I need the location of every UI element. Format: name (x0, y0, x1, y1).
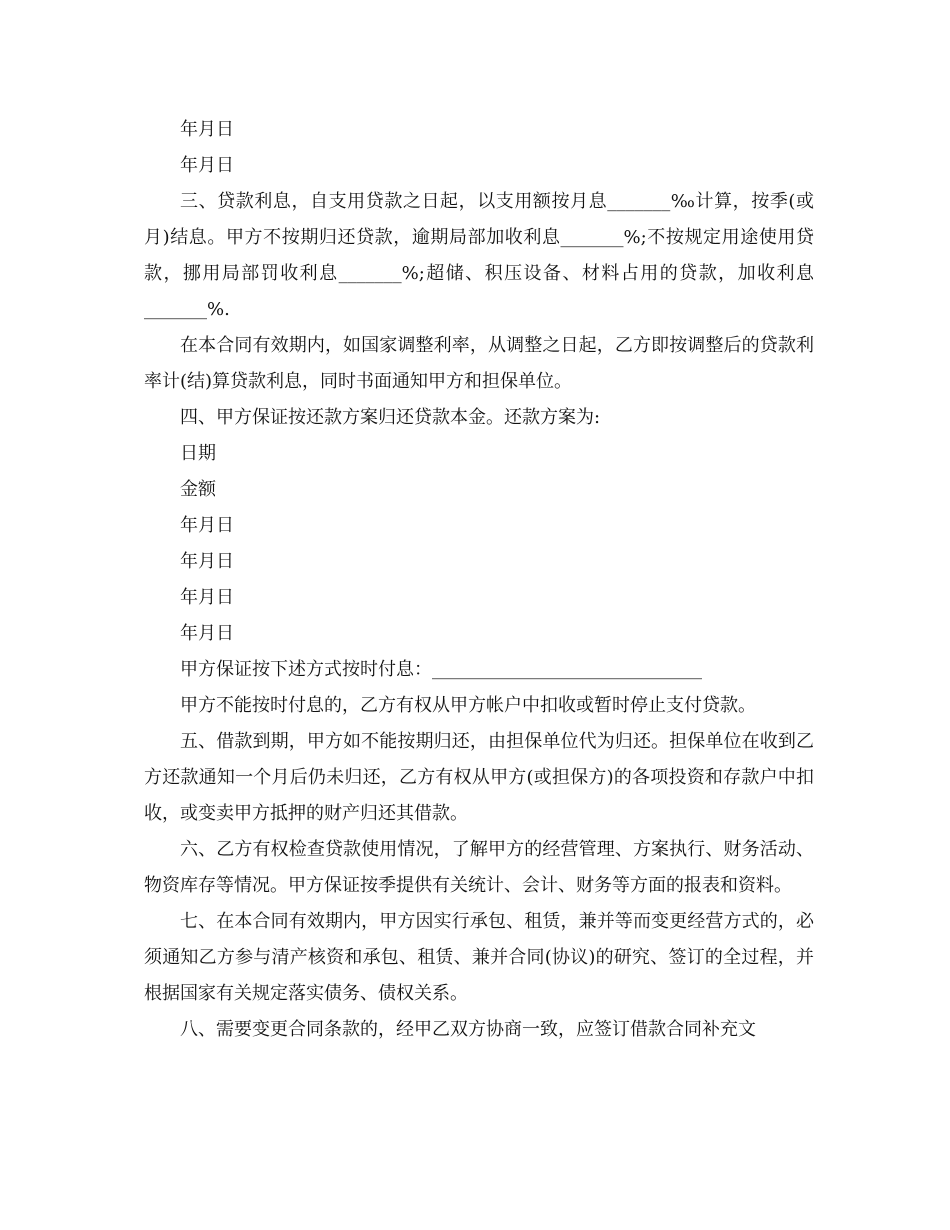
late-interest-paragraph: 甲方不能按时付息的，乙方有权从甲方帐户中扣收或暂时停止支付贷款。 (180, 695, 756, 716)
date-line: 年月日 (180, 623, 234, 644)
date-line: 年月日 (180, 515, 234, 536)
contract-body (144, 112, 814, 1048)
repayment-date-label: 日期 (180, 443, 216, 464)
date-line: 年月日 (180, 119, 234, 140)
clause-7-business-change: 七、在本合同有效期内，甲方因实行承包、租赁，兼并等而变更经营方式的，必须通知乙方参与清产核资和承包、租赁、兼并合同(协议)的研究、签订的全过程，并根据国家有关规定落实债务、债权关系。 (144, 911, 814, 1004)
date-line: 年月日 (180, 551, 234, 572)
clause-4-repayment: 四、甲方保证按还款方案归还贷款本金。还款方案为: (180, 407, 601, 428)
clause-8-amendment: 八、需要变更合同条款的，经甲乙双方协商一致，应签订借款合同补充文 (180, 1019, 756, 1040)
date-line: 年月日 (180, 155, 234, 176)
clause-6-inspection: 六、乙方有权检查贷款使用情况，了解甲方的经营管理、方案执行、财务活动、物资库存等情况。甲方保证按季提供有关统计、会计、财务等方面的报表和资料。 (144, 839, 814, 896)
repayment-amount-label: 金额 (180, 479, 216, 500)
clause-5-maturity: 五、借款到期，甲方如不能按期归还，由担保单位代为归还。担保单位在收到乙方还款通知一个月后仍未归还，乙方有权从甲方(或担保方)的各项投资和存款户中扣收，或变卖甲方抵押的财产归还其借款。 (144, 731, 814, 824)
interest-payment-method: 甲方保证按下述方式按时付息：______________________________ (180, 659, 702, 680)
date-line: 年月日 (180, 587, 234, 608)
clause-3-interest: 三、贷款利息，自支用贷款之日起，以支用额按月息_______‰计算，按季(或月)结息。甲方不按期归还贷款，逾期局部加收利息_______%;不按规定用途使用贷款，挪用局部罚收利息_______%;超储、积压设备、材料占用的贷款，加收利息_______%. (144, 191, 814, 320)
interest-adjustment-paragraph: 在本合同有效期内，如国家调整利率，从调整之日起，乙方即按调整后的贷款利率计(结)算贷款利息，同时书面通知甲方和担保单位。 (144, 335, 814, 392)
